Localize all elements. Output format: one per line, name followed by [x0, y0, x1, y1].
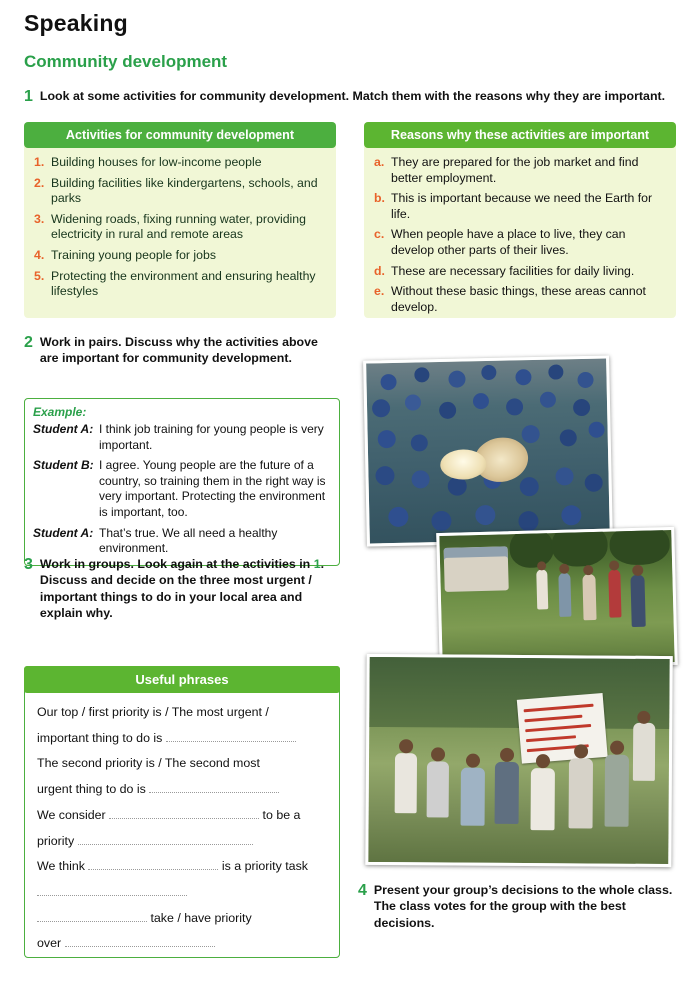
- speaker-label: Student A:: [33, 525, 94, 540]
- list-item-text: They are prepared for the job market and find better employment.: [391, 155, 639, 185]
- phrase-text: urgent thing to do is: [37, 782, 146, 797]
- speaker-label: Student A:: [33, 422, 94, 436]
- fill-blank[interactable]: [37, 909, 147, 922]
- task-2-text: Work in pairs. Discuss why the activities above are important for community development.: [39, 335, 318, 366]
- phrase-line: [37, 702, 327, 724]
- list-item: [34, 176, 326, 207]
- phrase-line: [37, 908, 327, 930]
- list-item-marker: 3.: [34, 211, 45, 226]
- task-3-text-part2: . Discuss and decide on the three most urgent / important things to do in your local area and explain why.: [39, 557, 325, 621]
- list-item-marker: b.: [374, 191, 385, 206]
- task-2: [24, 334, 324, 367]
- phrase-line: [37, 779, 327, 801]
- example-label: Example:: [33, 405, 87, 419]
- list-item-text: These are necessary facilities for daily living.: [391, 263, 635, 278]
- activities-box-header: Activities for community development: [24, 122, 336, 148]
- task-3-reference: 1: [313, 557, 321, 571]
- task-3-text: [40, 556, 344, 622]
- list-item: [34, 248, 326, 264]
- list-item-marker: e.: [374, 284, 385, 299]
- list-item-marker: 4.: [34, 248, 45, 263]
- fill-blank[interactable]: [88, 857, 218, 870]
- list-item-text: When people have a place to live, they can develop other parts of their lives.: [391, 227, 626, 258]
- phrase-text: take / have priority: [150, 910, 252, 925]
- photo-crowd: [366, 359, 610, 544]
- list-item-text: Protecting the environment and ensuring healthy lifestyles: [51, 268, 316, 299]
- speaker-text: I agree. Young people are the future of a country, so training them in the right way is very important. Protecting the environment is important, too.: [99, 458, 326, 519]
- list-item: [374, 191, 666, 222]
- phrase-text: We think: [37, 859, 85, 874]
- list-item: [374, 155, 666, 186]
- reasons-box-header: Reasons why these activities are important: [364, 122, 676, 148]
- dialogue-line: [33, 422, 331, 453]
- phrase-text: important thing to do is: [37, 730, 163, 745]
- fill-blank[interactable]: [37, 883, 187, 896]
- fill-blank[interactable]: [65, 934, 215, 947]
- list-item-text: Training young people for jobs: [51, 248, 216, 263]
- list-item-text: Without these basic things, these areas cannot develop.: [391, 284, 646, 314]
- dialogue-line: [33, 526, 331, 557]
- list-item: [374, 284, 666, 315]
- page-title: Speaking: [24, 10, 128, 36]
- phrase-text: The second priority is / The second most: [37, 756, 260, 771]
- page-subtitle: Community development: [24, 52, 228, 71]
- reasons-list: [364, 155, 676, 315]
- useful-phrases-header: Useful phrases: [24, 666, 340, 693]
- list-item: [34, 155, 326, 171]
- task-4-text: Present your group’s decisions to the whole class. The class votes for the group with the best decisions.: [373, 883, 673, 930]
- phrase-text: Our top / first priority is / The most urgent /: [37, 705, 269, 719]
- speaker-label: Student B:: [33, 458, 94, 473]
- list-item-text: Building houses for low-income people: [51, 155, 262, 169]
- list-item: [374, 264, 666, 280]
- phrase-line: [37, 882, 327, 904]
- task-4: [358, 882, 678, 931]
- speaker-text: I think job training for young people is very important.: [99, 422, 324, 452]
- phrase-line: [37, 753, 327, 775]
- photo-conical-hat: [440, 449, 487, 480]
- speaker-text: That’s true. We all need a healthy environment.: [99, 525, 278, 556]
- list-item-marker: 2.: [34, 175, 45, 190]
- task-3: [24, 556, 344, 622]
- list-item-marker: 5.: [34, 268, 45, 283]
- phrase-line: [37, 856, 327, 878]
- photo-banner: [517, 693, 608, 764]
- list-item-text: Building facilities like kindergartens, schools, and parks: [51, 175, 318, 206]
- task-1-number: 1: [24, 88, 33, 105]
- phrase-line: [37, 933, 327, 955]
- list-item: [34, 269, 326, 300]
- list-item-marker: 1.: [34, 155, 45, 169]
- task-3-text-part1: Work in groups. Look again at the activities in: [39, 557, 314, 571]
- list-item-marker: a.: [374, 155, 385, 169]
- activities-box: [24, 122, 336, 318]
- fill-blank[interactable]: [78, 832, 253, 845]
- phrase-line: [37, 805, 327, 827]
- photo-volunteers-field: [436, 527, 678, 671]
- phrase-line: [37, 728, 327, 750]
- list-item-text: Widening roads, fixing running water, providing electricity in rural and remote areas: [51, 211, 306, 242]
- dialogue-line: [33, 458, 331, 520]
- task-1: [24, 88, 684, 106]
- useful-phrases-box: [24, 666, 340, 958]
- phrase-text: is a priority task: [221, 859, 308, 874]
- list-item: [374, 227, 666, 258]
- phrase-text: over: [37, 936, 62, 951]
- task-2-number: 2: [24, 334, 33, 351]
- phrase-line: [37, 831, 327, 853]
- fill-blank[interactable]: [166, 729, 296, 742]
- fill-blank[interactable]: [109, 806, 259, 819]
- task-1-text: Look at some activities for community development. Match them with the reasons why they are important.: [39, 89, 666, 103]
- task-3-number: 3: [24, 556, 33, 573]
- useful-phrases-body: [25, 693, 339, 968]
- activities-list: [24, 155, 336, 300]
- list-item-marker: c.: [374, 227, 385, 242]
- fill-blank[interactable]: [149, 780, 279, 793]
- phrase-text: We consider: [37, 807, 106, 822]
- task-4-number: 4: [358, 882, 367, 899]
- example-box: [24, 398, 340, 566]
- list-item-marker: d.: [374, 263, 385, 278]
- photo-group-with-banner: [365, 654, 672, 867]
- photo-bus: [444, 546, 509, 592]
- phrase-text: priority: [37, 833, 75, 848]
- list-item-text: This is important because we need the Earth for life.: [391, 191, 653, 221]
- phrase-text: to be a: [262, 807, 301, 822]
- list-item: [34, 212, 326, 243]
- photo-students-crowd: [363, 355, 613, 546]
- reasons-box: [364, 122, 676, 318]
